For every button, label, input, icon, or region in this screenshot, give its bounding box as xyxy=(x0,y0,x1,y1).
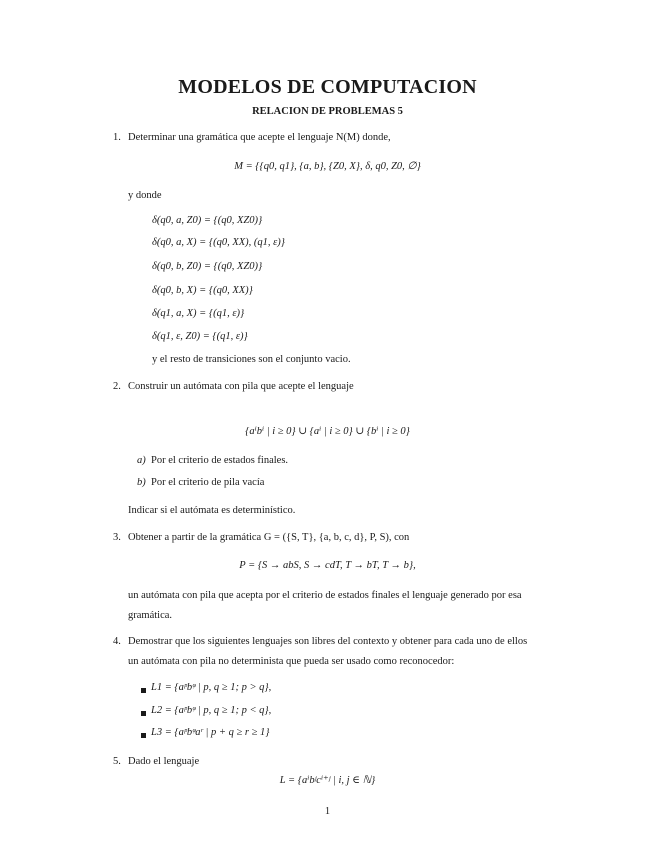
problem-1-formula: M = {{q0, q1}, {a, b}, {Z0, X}, δ, q0, Z0, ∅} xyxy=(234,161,421,172)
transition-1: δ(q0, a, Z0) = {(q0, XZ0)} xyxy=(152,215,263,226)
problem-1-number: 1. xyxy=(113,132,121,143)
item-a-text: Por el criterio de estados finales. xyxy=(151,455,289,466)
problem-2-number: 2. xyxy=(113,381,121,392)
item-a-label: a) xyxy=(137,455,146,466)
bullet-icon xyxy=(141,733,146,738)
bullet-icon xyxy=(141,688,146,693)
problem-1-intro: Determinar una gramática que acepte el lenguaje N(M) donde, xyxy=(128,132,391,143)
problem-4-intro-2: un autómata con pila no determinista que pueda ser usado como reconocedor: xyxy=(128,656,455,667)
transition-4: δ(q0, b, X) = {(q0, XX)} xyxy=(152,285,253,296)
page-number: 1 xyxy=(324,806,331,817)
problem-2-formula: {aⁱbⁱ | i ≥ 0} ∪ {aⁱ | i ≥ 0} ∪ {bⁱ | i ≥ 0} xyxy=(245,426,410,437)
item-b-label: b) xyxy=(137,477,146,488)
problem-5-number: 5. xyxy=(113,756,121,767)
problem-4-intro-1: Demostrar que los siguientes lenguajes son libres del contexto y obtener para cada uno de ellos xyxy=(128,636,528,647)
problem-5-formula: L = {aⁱbʲcⁱ⁺ʲ | i, j ∈ ℕ} xyxy=(279,775,376,786)
problem-5-intro: Dado el lenguaje xyxy=(128,756,200,767)
item-b-text: Por el criterio de pila vacía xyxy=(151,477,265,488)
problem-1-text: y donde xyxy=(128,190,162,201)
problem-3-formula: P = {S → abS, S → cdT, T → bT, T → b}, xyxy=(239,560,416,571)
problem-2-intro: Construir un autómata con pila que acepte el lenguaje xyxy=(128,381,354,392)
problem-3-closing-1: un autómata con pila que acepta por el criterio de estados finales el lenguaje generado por esa xyxy=(128,590,522,601)
language-l2: L2 = {aᵖbᵠ | p, q ≥ 1; p < q}, xyxy=(151,705,272,716)
language-l1: L1 = {aᵖbᵠ | p, q ≥ 1; p > q}, xyxy=(151,682,272,693)
language-l3: L3 = {aᵖbᵠaʳ | p + q ≥ r ≥ 1} xyxy=(151,727,270,738)
transition-3: δ(q0, b, Z0) = {(q0, XZ0)} xyxy=(152,261,263,272)
problem-2-closing: Indicar si el autómata es determinístico. xyxy=(128,505,296,516)
problem-3-closing-2: gramática. xyxy=(128,610,173,621)
problem-4-number: 4. xyxy=(113,636,121,647)
document-title: MODELOS DE COMPUTACION xyxy=(178,76,477,98)
problem-3-intro: Obtener a partir de la gramática G = ({S, T}, {a, b, c, d}, P, S), con xyxy=(128,532,410,543)
transition-2: δ(q0, a, X) = {(q0, XX), (q1, ε)} xyxy=(152,237,285,248)
bullet-icon xyxy=(141,711,146,716)
problem-3-number: 3. xyxy=(113,532,121,543)
problem-1-closing: y el resto de transiciones son el conjunto vacio. xyxy=(152,354,351,365)
transition-6: δ(q1, ε, Z0) = {(q1, ε)} xyxy=(152,331,248,342)
transition-5: δ(q1, a, X) = {(q1, ε)} xyxy=(152,308,245,319)
document-subtitle: RELACION DE PROBLEMAS 5 xyxy=(252,106,403,117)
